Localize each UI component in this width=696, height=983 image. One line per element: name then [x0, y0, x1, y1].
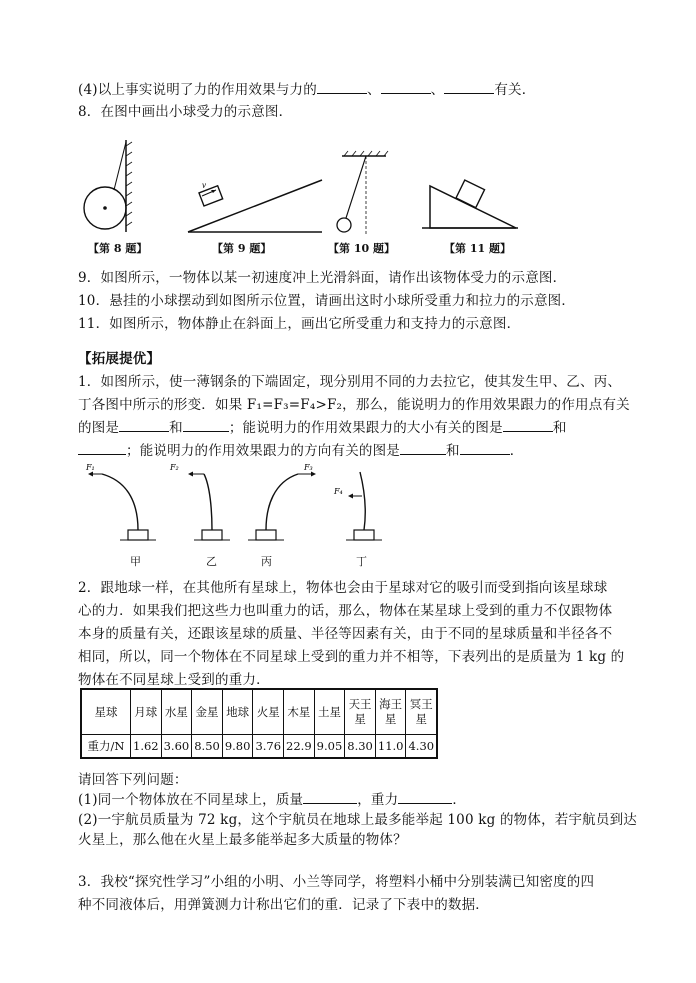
planet-cell: 冥王星	[406, 689, 437, 735]
planet-cell: 木星	[284, 689, 315, 735]
problem-1-line-3	[78, 416, 567, 436]
figure-8-wall-ball	[84, 140, 144, 240]
answer-blank	[381, 81, 431, 94]
text-fragment: 和	[552, 420, 567, 436]
planet-cell: 地球	[222, 689, 253, 735]
problem-3-line-1: 3．我校“探究性学习”小组的小明、小兰等同学，将塑料小桶中分别装满已知密度的四	[78, 874, 595, 890]
answer-blank	[460, 442, 510, 455]
answer-blank	[444, 81, 494, 94]
figure-steel-strip-ding	[330, 466, 400, 548]
panel-label-yi: 乙	[206, 555, 217, 568]
gravity-value-cell: 3.76	[253, 735, 284, 759]
text-fragment: ，重力	[357, 792, 399, 808]
problem-1-line-4	[78, 439, 523, 459]
gravity-value-cell: 8.50	[192, 735, 223, 759]
figure-10-pendulum	[334, 150, 394, 240]
caption-figure-10: 【第 10 题】	[328, 242, 395, 255]
table-row	[81, 689, 437, 735]
planet-cell: 土星	[314, 689, 345, 735]
planet-cell: 金星	[192, 689, 223, 735]
gravity-value-cell: 3.60	[161, 735, 192, 759]
problem-3-line-2: 种不同液体后，用弹簧测力计称出它们的重．记录了下表中的数据．	[78, 897, 489, 913]
planet-cell: 海王星	[375, 689, 406, 735]
problem-2-sub-2-line-1: (2)一宇航员质量为 72 kg，这个宇航员在地球上最多能举起 100 kg 的物体，若宇航员到达	[78, 812, 637, 828]
force-label-F4: F₄	[334, 487, 343, 496]
problem-2-line-5: 物体在不同星球上受到的重力．	[78, 672, 270, 688]
figure-steel-strip-jia	[86, 463, 166, 548]
gravity-value-cell: 9.05	[314, 735, 345, 759]
question-8: 8．在图中画出小球受力的示意图．	[78, 104, 293, 120]
force-label-F2: F₂	[170, 463, 179, 472]
problem-2-ask: 请回答下列问题：	[78, 772, 188, 788]
panel-label-jia: 甲	[130, 555, 141, 568]
gravity-value-cell: 8.30	[345, 735, 376, 759]
figure-11-static-block	[420, 168, 520, 232]
gravity-value-cell: 9.80	[222, 735, 253, 759]
text-fragment: (1)同一个物体放在不同星球上，质量	[78, 792, 304, 808]
answer-blank	[183, 419, 229, 432]
velocity-label: v	[202, 180, 206, 190]
problem-2-sub-1	[78, 788, 466, 808]
gravity-value-cell: 11.0	[375, 735, 406, 759]
gravity-value-cell: 1.62	[131, 735, 162, 759]
planet-cell: 水星	[161, 689, 192, 735]
caption-figure-11: 【第 11 题】	[444, 242, 511, 255]
question-10: 10．悬挂的小球摆动到如图所示位置，请画出这时小球所受重力和拉力的示意图．	[78, 293, 576, 309]
answer-blank	[398, 791, 452, 804]
answer-blank	[303, 791, 357, 804]
caption-figure-9: 【第 9 题】	[212, 242, 272, 255]
text-fragment: 和	[446, 443, 460, 459]
answer-blank	[400, 442, 446, 455]
planet-cell: 天王星	[345, 689, 376, 735]
panel-label-ding: 丁	[356, 555, 367, 568]
problem-1-line-2: 丁各图中所示的形变．如果 F₁=F₃=F₄>F₂，那么，能说明力的作用效果跟力的作用点有关	[78, 397, 630, 413]
force-label-F1: F₁	[86, 463, 95, 472]
text-fragment: ．	[452, 792, 467, 808]
table-header-cell: 重力/N	[81, 735, 131, 759]
text-fragment: 的图是	[78, 420, 120, 436]
problem-2-sub-2-line-2: 火星上，那么他在火星上最多能举起多大质量的物体？	[78, 832, 407, 848]
panel-label-bing: 丙	[261, 555, 272, 568]
table-row	[81, 735, 437, 759]
gravity-value-cell: 22.9	[284, 735, 315, 759]
force-label-F3: F₃	[304, 463, 313, 472]
table-header-cell: 星球	[81, 689, 131, 735]
problem-2-line-3: 本身的质量有关，还跟该星球的质量、半径等因素有关，由于不同的星球质量和半径各不	[78, 626, 613, 642]
q4-suffix: 有关．	[494, 82, 536, 98]
problem-2-line-4: 相同，所以，同一个物体在不同星球上受到的重力并不相等，下表列出的是质量为 1 kg 的	[78, 649, 625, 665]
text-fragment: ；能说明力的作用效果跟力的方向有关的图是	[126, 443, 400, 459]
planet-cell: 月球	[131, 689, 162, 735]
text-fragment: ；能说明力的作用效果跟力的大小有关的图是	[228, 420, 503, 436]
section-title: 【拓展提优】	[78, 351, 161, 367]
problem-2-line-1: 2．跟地球一样，在其他所有星球上，物体也会由于星球对它的吸引而受到指向该星球球	[78, 580, 608, 596]
answer-blank	[119, 419, 169, 432]
figure-steel-strip-yi	[168, 463, 248, 548]
separator: 、	[366, 82, 381, 98]
figure-steel-strip-bing	[244, 463, 334, 548]
question-9: 9．如图所示，一物体以某一初速度冲上光滑斜面，请作出该物体受力的示意图．	[78, 270, 567, 286]
text-fragment: ．	[509, 443, 524, 459]
caption-figure-8: 【第 8 题】	[88, 242, 148, 255]
figure-9-incline-block	[186, 160, 326, 240]
gravity-value-cell: 4.30	[406, 735, 437, 759]
answer-blank	[317, 81, 367, 94]
planet-cell: 火星	[253, 689, 284, 735]
planet-gravity-table	[80, 688, 438, 759]
question-11: 11．如图所示，物体静止在斜面上，画出它所受重力和支持力的示意图．	[78, 316, 521, 332]
problem-2-line-2: 心的力．如果我们把这些力也叫重力的话，那么，物体在某星球上受到的重力不仅跟物体	[78, 603, 613, 619]
separator: 、	[430, 82, 445, 98]
answer-blank	[503, 419, 553, 432]
question-4-line	[78, 78, 535, 98]
text-fragment: 和	[169, 420, 183, 436]
answer-blank	[78, 442, 126, 455]
problem-1-line-1: 1．如图所示，使一薄钢条的下端固定，现分别用不同的力去拉它，使其发生甲、乙、丙、	[78, 374, 622, 390]
q4-prefix: (4)以上事实说明了力的作用效果与力的	[78, 82, 317, 98]
